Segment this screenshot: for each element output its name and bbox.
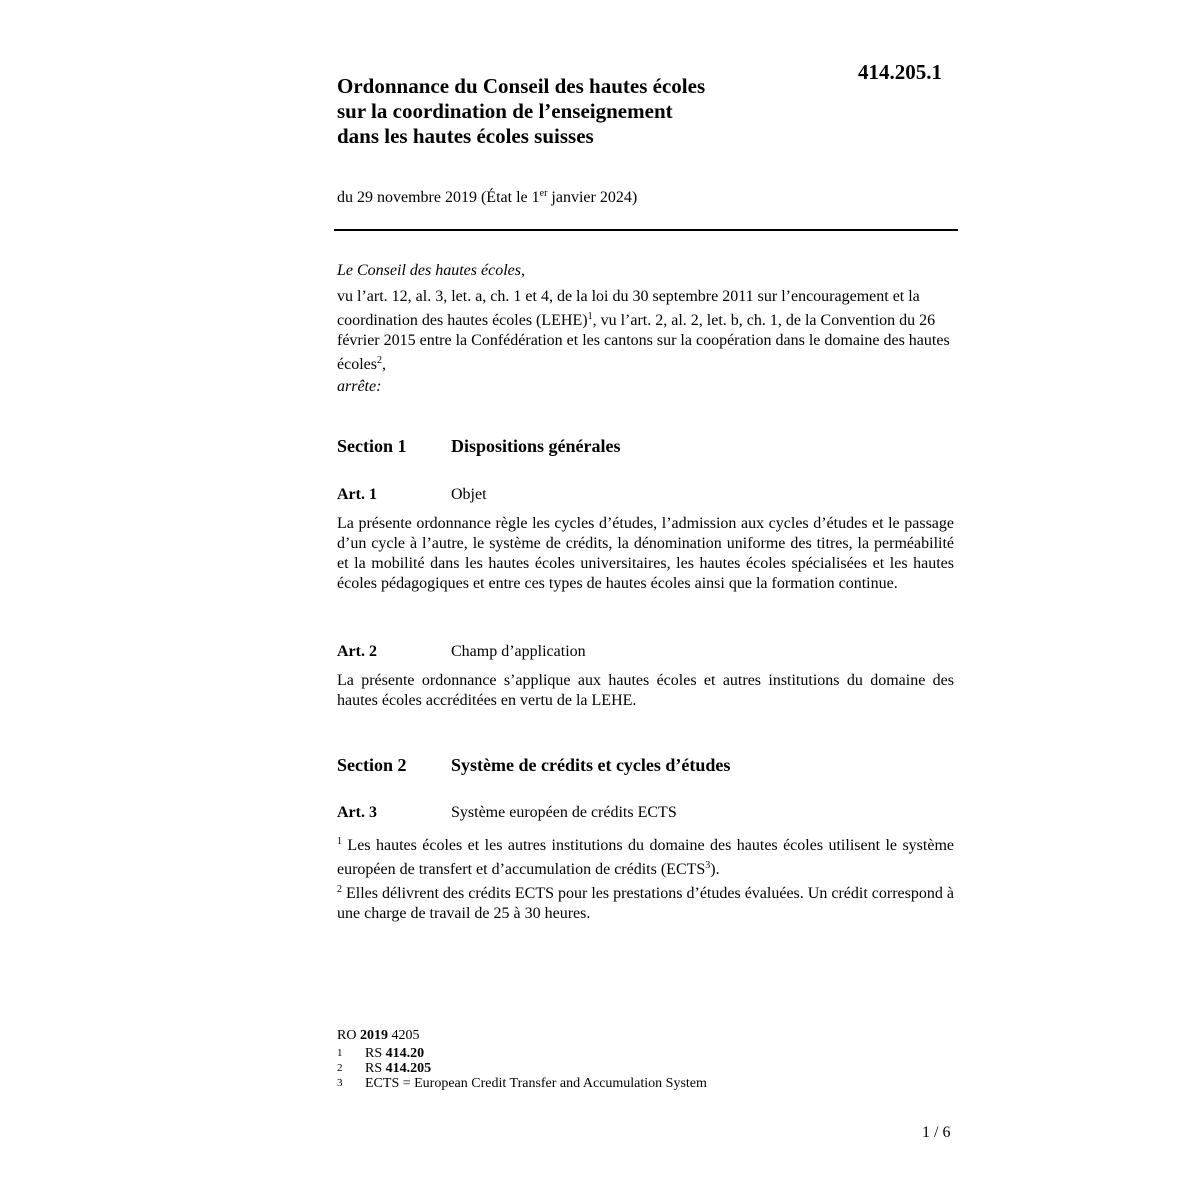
- footnote-mark: 3: [337, 1077, 343, 1089]
- paragraph-text-a: Les hautes écoles et les autres institutions du domaine des hautes écoles utilisent le système européen de transfert et d’accumulation de crédits (ECTS: [337, 837, 954, 878]
- title-line: dans les hautes écoles suisses: [337, 124, 594, 148]
- section-number: Section 2: [337, 755, 407, 775]
- paragraph-text-b: ).: [710, 861, 720, 878]
- ro-reference: [337, 1028, 707, 1043]
- footnote-prefix: RS: [365, 1061, 386, 1076]
- footnote-ref-3[interactable]: 3: [705, 860, 711, 871]
- ro-prefix: RO: [337, 1028, 360, 1043]
- footnote-text: [365, 1046, 424, 1061]
- footnote-prefix: RS: [365, 1046, 386, 1061]
- footnote-item: [337, 1046, 707, 1061]
- art-1-heading: [337, 486, 487, 504]
- title-divider: [334, 229, 958, 231]
- article-number: Art. 2: [337, 643, 377, 660]
- document-title: [337, 74, 705, 149]
- footnote-item: [337, 1061, 707, 1076]
- preamble-text-b: , vu l’art. 2, al. 2, let. b, ch. 1, de la Convention du 26 février 2015 entre la Confédération et les cantons sur la coopération dans le domaine des hautes écoles: [337, 312, 950, 373]
- footnotes: [337, 1028, 707, 1091]
- art-3-heading: [337, 804, 677, 822]
- footnote-ref-1[interactable]: 1: [587, 311, 593, 322]
- section-number: Section 1: [337, 436, 407, 456]
- paragraph-text: Elles délivrent des crédits ECTS pour les prestations d’études évaluées. Un crédit correspond à une charge de travail de 25 à 30 heures.: [337, 885, 954, 922]
- preamble-text: [337, 287, 957, 375]
- title-line: sur la coordination de l’enseignement: [337, 99, 673, 123]
- article-number: Art. 1: [337, 486, 377, 503]
- paragraph-mark: 1: [337, 836, 342, 847]
- ro-year: 2019: [359, 1028, 388, 1043]
- art-2-text: La présente ordonnance s’applique aux hautes écoles et autres institutions du domaine des hautes écoles accréditées en vertu de la LEHE.: [337, 672, 954, 709]
- footnote-body: ECTS = European Credit Transfer and Accumulation System: [365, 1076, 707, 1091]
- date-suffix: janvier 2024): [547, 189, 638, 206]
- section-title: Système de crédits et cycles d’études: [451, 755, 731, 775]
- preamble-text-c: ,: [381, 356, 386, 373]
- page-number: 1 / 6: [922, 1124, 951, 1141]
- footnote-item: [337, 1076, 707, 1091]
- art-1-text: La présente ordonnance règle les cycles d’études, l’admission aux cycles d’études et le passage d’un cycle à l’autre, le système de crédits, la dénomination uniforme des titres, la perméabilité et la mobilité dans les hautes écoles universitaires, les hautes écoles spécialisées et les hautes écoles pédagogiques et entre ces types de hautes écoles ainsi que la formation continue.: [337, 515, 954, 592]
- preamble-intro: Le Conseil des hautes écoles,: [337, 262, 525, 279]
- article-title: Objet: [451, 486, 487, 503]
- article-title: Système européen de crédits ECTS: [451, 804, 677, 821]
- date-superscript: er: [539, 188, 548, 199]
- preamble-text-a: vu l’art. 12, al. 3, let. a, ch. 1 et 4, de la loi du 30 septembre 2011 sur l’encouragement et la coordination des hautes écoles (LEHE): [337, 288, 920, 329]
- footnote-text: [365, 1061, 431, 1076]
- ro-page: 4205: [387, 1028, 420, 1043]
- title-line: Ordonnance du Conseil des hautes écoles: [337, 74, 706, 98]
- art-3-paragraph-2: [337, 880, 954, 924]
- footnote-mark: 2: [337, 1062, 343, 1074]
- footnote-ref-2[interactable]: 2: [376, 355, 382, 366]
- art-3-paragraph-1: [337, 832, 954, 880]
- article-number: Art. 3: [337, 804, 377, 821]
- art-2-heading: [337, 643, 586, 661]
- date-prefix: du 29 novembre 2019 (État le 1: [337, 189, 540, 206]
- footnote-text: [365, 1076, 707, 1091]
- section-1-heading: [337, 436, 621, 457]
- section-title: Dispositions générales: [451, 436, 621, 456]
- document-number: 414.205.1: [858, 60, 942, 84]
- footnote-mark: 1: [337, 1047, 343, 1059]
- paragraph-mark: 2: [337, 884, 342, 895]
- footnote-ref-code: 414.20: [385, 1046, 425, 1061]
- footnote-ref-code: 414.205: [385, 1061, 432, 1076]
- preamble-decree: arrête:: [337, 378, 382, 395]
- article-title: Champ d’application: [451, 643, 586, 660]
- preamble: [337, 261, 957, 397]
- document-date: [337, 188, 637, 207]
- section-2-heading: [337, 755, 730, 776]
